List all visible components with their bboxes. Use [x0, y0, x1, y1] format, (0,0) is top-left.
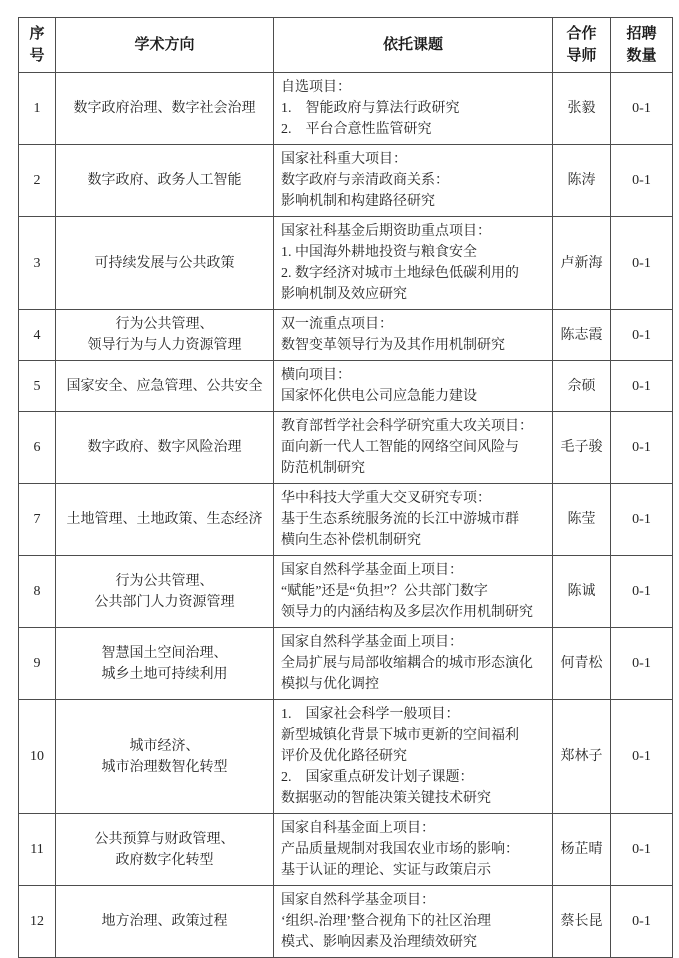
direction-line: 政府数字化转型: [115, 852, 214, 868]
cell-serial: 11: [19, 814, 56, 886]
direction-line: 领导行为与人力资源管理: [87, 338, 242, 353]
cell-project: [274, 886, 553, 958]
table-row: [19, 628, 673, 700]
project-line: 华中科技大学重大交叉研究专项：: [281, 491, 491, 506]
cell-mentor: 张毅: [553, 73, 611, 145]
direction-line: 数字政府治理、数字社会治理: [73, 101, 256, 116]
column-header-line: 依托课题: [382, 37, 443, 53]
project-line: 国家自科基金面上项目：: [281, 821, 435, 836]
project-line: 国家怀化供电公司应急能力建设: [281, 389, 477, 404]
project-line: 影响机制及效应研究: [281, 287, 407, 302]
cell-mentor: 佘硕: [553, 361, 611, 412]
table-row: [19, 217, 673, 310]
table-header-row: [19, 18, 673, 73]
cell-serial: 4: [19, 310, 56, 361]
project-line: 全局扩展与局部收缩耦合的城市形态演化: [281, 656, 533, 671]
project-line: 面向新一代人工智能的网络空间风险与: [281, 440, 519, 455]
cell-direction: [56, 310, 274, 361]
cell-direction: [56, 886, 274, 958]
column-header-project: [274, 18, 553, 73]
direction-line: 城乡土地可持续利用: [101, 666, 228, 682]
project-line: 1. 中国海外耕地投资与粮食安全: [281, 245, 477, 260]
project-line: 影响机制和构建路径研究: [281, 194, 435, 209]
cell-count: 0-1: [611, 556, 673, 628]
cell-serial: 7: [19, 484, 56, 556]
cell-serial: 3: [19, 217, 56, 310]
cell-direction: [56, 412, 274, 484]
cell-serial: 1: [19, 73, 56, 145]
project-line: 1. 智能政府与算法行政研究: [281, 101, 460, 116]
cell-count: 0-1: [611, 700, 673, 814]
cell-mentor: 陈诚: [553, 556, 611, 628]
table-row: [19, 361, 673, 412]
cell-count: 0-1: [611, 484, 673, 556]
project-line: 数字政府与亲清政商关系：: [281, 173, 449, 188]
column-header-no: [19, 18, 56, 73]
project-line: 国家社科基金后期资助重点项目：: [281, 224, 491, 239]
project-line: 基于生态系统服务流的长江中游城市群: [281, 512, 519, 527]
direction-line: 公共部门人力资源管理: [94, 594, 235, 610]
project-line: 产品质量规制对我国农业市场的影响：: [281, 842, 519, 857]
cell-mentor: 杨芷晴: [553, 814, 611, 886]
project-line: 模拟与优化调控: [281, 677, 379, 692]
project-line: 基于认证的理论、实证与政策启示: [281, 863, 491, 878]
cell-project: [274, 814, 553, 886]
cell-mentor: 毛子骏: [553, 412, 611, 484]
cell-project: [274, 412, 553, 484]
table-row: [19, 310, 673, 361]
direction-line: 城市治理数智化转型: [101, 759, 228, 775]
direction-line: 城市经济、: [129, 738, 200, 754]
cell-project: [274, 556, 553, 628]
table-row: [19, 484, 673, 556]
column-header-line: 学术方向: [134, 37, 195, 53]
cell-project: [274, 145, 553, 217]
project-line: “赋能”还是“负担”？公共部门数字: [281, 584, 488, 599]
cell-project: [274, 361, 553, 412]
cell-project: [274, 628, 553, 700]
table-row: [19, 886, 673, 958]
cell-direction: [56, 73, 274, 145]
cell-count: 0-1: [611, 886, 673, 958]
table-row: [19, 73, 673, 145]
direction-line: 数字政府、政务人工智能: [87, 173, 242, 188]
project-line: 2. 平台合意性监管研究: [281, 122, 432, 137]
project-line: 数据驱动的智能决策关键技术研究: [281, 791, 491, 806]
table-row: [19, 412, 673, 484]
project-line: 横向生态补偿机制研究: [281, 533, 421, 548]
cell-direction: [56, 145, 274, 217]
column-header-line: 数量: [626, 48, 657, 64]
cell-mentor: 卢新海: [553, 217, 611, 310]
cell-project: [274, 700, 553, 814]
project-line: 领导力的内涵结构及多层次作用机制研究: [281, 605, 533, 620]
cell-project: [274, 73, 553, 145]
cell-count: 0-1: [611, 145, 673, 217]
cell-direction: [56, 484, 274, 556]
project-line: 防范机制研究: [281, 461, 365, 476]
column-header-line: 序: [29, 26, 45, 42]
project-line: 教育部哲学社会科学研究重大攻关项目：: [281, 419, 533, 434]
project-line: 自选项目：: [281, 80, 351, 95]
table-row: [19, 145, 673, 217]
cell-serial: 2: [19, 145, 56, 217]
cell-direction: [56, 700, 274, 814]
column-header-line: 导师: [566, 48, 597, 64]
cell-mentor: 陈莹: [553, 484, 611, 556]
cell-direction: [56, 361, 274, 412]
table-row: [19, 556, 673, 628]
cell-count: 0-1: [611, 73, 673, 145]
cell-direction: [56, 814, 274, 886]
column-header-line: 号: [29, 48, 45, 64]
project-line: 国家自然科学基金项目：: [281, 893, 435, 908]
cell-mentor: 蔡长昆: [553, 886, 611, 958]
project-line: 新型城镇化背景下城市更新的空间福利: [281, 728, 519, 743]
project-line: 评价及优化路径研究: [281, 749, 407, 764]
cell-serial: 9: [19, 628, 56, 700]
direction-line: 可持续发展与公共政策: [94, 255, 235, 271]
table-body: [19, 73, 673, 958]
project-line: 2. 国家重点研发计划子课题：: [281, 770, 474, 785]
cell-count: 0-1: [611, 217, 673, 310]
cell-mentor: 陈志霞: [553, 310, 611, 361]
direction-line: 数字政府、数字风险治理: [87, 440, 242, 455]
cell-project: [274, 217, 553, 310]
column-header-count: [611, 18, 673, 73]
direction-line: 地方治理、政策过程: [101, 914, 228, 929]
column-header-direction: [56, 18, 274, 73]
project-line: 数智变革领导行为及其作用机制研究: [281, 338, 505, 353]
project-line: 国家社科重大项目：: [281, 152, 407, 167]
project-line: 双一流重点项目：: [281, 317, 393, 332]
project-line: 国家自然科学基金面上项目：: [281, 563, 463, 578]
cell-count: 0-1: [611, 814, 673, 886]
cell-count: 0-1: [611, 310, 673, 361]
cell-project: [274, 310, 553, 361]
project-line: 横向项目：: [281, 368, 351, 383]
direction-line: 智慧国土空间治理、: [101, 645, 228, 661]
table-row: [19, 814, 673, 886]
cell-count: 0-1: [611, 412, 673, 484]
direction-line: 行为公共管理、: [115, 317, 214, 332]
cell-serial: 10: [19, 700, 56, 814]
project-line: 模式、影响因素及治理绩效研究: [281, 935, 477, 950]
column-header-mentor: [553, 18, 611, 73]
cell-mentor: 郑林子: [553, 700, 611, 814]
cell-direction: [56, 556, 274, 628]
project-line: 2. 数字经济对城市土地绿色低碳利用的: [281, 266, 519, 281]
cell-project: [274, 484, 553, 556]
direction-line: 国家安全、应急管理、公共安全: [66, 378, 263, 394]
cell-serial: 5: [19, 361, 56, 412]
cell-serial: 8: [19, 556, 56, 628]
column-header-line: 招聘: [626, 26, 657, 42]
cell-mentor: 陈涛: [553, 145, 611, 217]
cell-direction: [56, 217, 274, 310]
cell-serial: 6: [19, 412, 56, 484]
cell-serial: 12: [19, 886, 56, 958]
project-line: ‘组织-治理’整合视角下的社区治理: [281, 914, 491, 929]
recruitment-table: [18, 17, 673, 958]
column-header-line: 合作: [566, 26, 597, 42]
project-line: 1. 国家社会科学一般项目：: [281, 707, 460, 722]
cell-count: 0-1: [611, 361, 673, 412]
direction-line: 公共预算与财政管理、: [94, 831, 235, 847]
table-row: [19, 700, 673, 814]
direction-line: 土地管理、土地政策、生态经济: [66, 512, 263, 527]
cell-direction: [56, 628, 274, 700]
direction-line: 行为公共管理、: [115, 573, 214, 589]
cell-mentor: 何青松: [553, 628, 611, 700]
project-line: 国家自然科学基金面上项目：: [281, 635, 463, 650]
cell-count: 0-1: [611, 628, 673, 700]
